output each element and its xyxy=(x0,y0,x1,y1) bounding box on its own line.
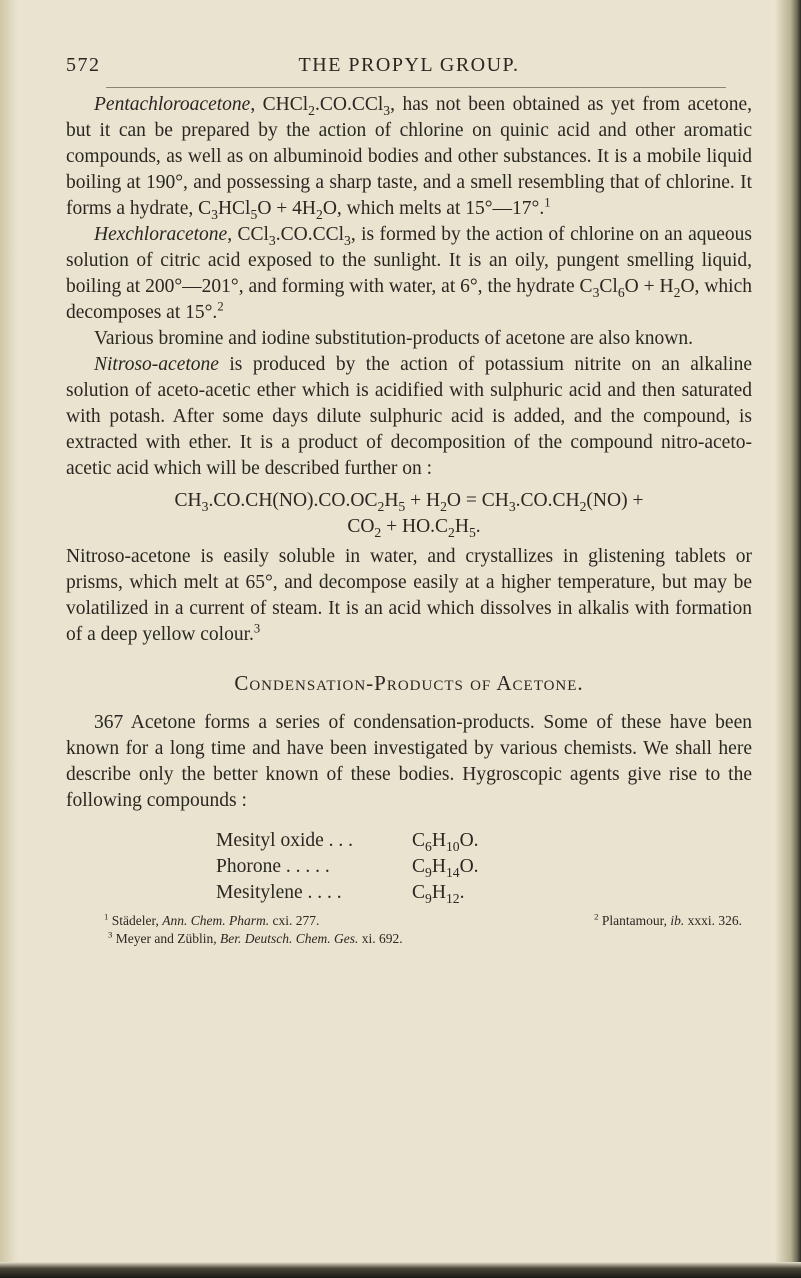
compound-formula: $C_6H_{10}O$. xyxy=(412,830,479,854)
compound-name: Phorone . . . . . xyxy=(216,856,330,877)
page-edge-left xyxy=(0,0,18,1278)
compound-formula: $C_9H_{14}O$. xyxy=(412,856,479,880)
paragraph-condensation: 367 Acetone forms a series of condensation-products. Some of these have been known for a long time and have been investigated by various chemists. We shall here describe only the better known of these bodies. Hygroscopic agents give rise to the following compounds : xyxy=(66,712,752,811)
paragraph-nitroso-properties: Nitroso-acetone is easily soluble in water, and crystallizes in glistening tablets or prisms, which melt at 65°, and decompose easily at a higher temperature, but may be volatilized in a current of steam. It is an acid which dissolves in alkalis with formation of a deep yellow colour.$^3$ xyxy=(66,546,752,645)
running-title: THE PROPYL GROUP. xyxy=(298,54,520,76)
equation: $CH_3.CO.CH(NO).CO.OC_2H_5 + H_2O = CH_3.CO.CH_2(NO)$ + $CO_2 + HO.C_2H_5$. xyxy=(174,490,644,540)
header-rule xyxy=(106,87,726,88)
footnote-2: $^2$ Plantamour, ib. xxxi. 326. xyxy=(594,911,742,928)
compound-row xyxy=(216,828,656,854)
paragraph-hexachloroacetone: Hexchloracetone, CCl$_3$.CO.CCl$_3$, is formed by the action of chlorine on an aqueous solution of citric acid exposed to the sunlight. It is an oily, pungent smelling liquid, boiling at 200°—201°, and forming with water, at 6°, the hydrate $C_3Cl_6O + H_2O$, which decomposes at 15°.$^2$ xyxy=(66,224,752,323)
compound-row xyxy=(216,854,656,880)
compound-list xyxy=(216,828,656,906)
footnotes xyxy=(66,912,752,948)
running-head xyxy=(66,54,752,78)
paragraph-bromine: Various bromine and iodine substitution-products of acetone are also known. xyxy=(94,328,693,349)
compound-name: Mesitylene . . . . xyxy=(216,882,342,903)
page-bottom-edge xyxy=(0,1262,801,1278)
compound-name: Mesityl oxide . . . xyxy=(216,830,354,851)
paragraph-number: 367 xyxy=(94,712,124,733)
compound-formula: $C_9H_{12}$. xyxy=(412,882,465,906)
footnote-1: $^1$ Städeler, Ann. Chem. Pharm. cxi. 277. xyxy=(104,911,320,928)
compound-row xyxy=(216,880,656,906)
paragraph-nitroso: Nitroso-acetone is produced by the action of potassium nitrite on an alkaline solution of aceto-acetic ether which is acidified with sulphuric acid and then saturated with potash. After some days dilute sulphuric acid is added, and the compound, is extracted with ether. It is a product of decomposition of the compound nitro-aceto-acetic acid which will be described further on : xyxy=(66,354,752,479)
body-text xyxy=(66,92,752,948)
section-heading: Condensation-Products of Acetone. xyxy=(234,671,584,695)
page-number: 572 xyxy=(66,54,101,76)
paragraph-pentachloroacetone: Pentachloroacetone, CHCl$_2$.CO.CCl$_3$, has not been obtained as yet from acetone, but it can be prepared by the action of chlorine on quinic acid and other aromatic compounds, as well as on albuminoid bodies and other substances. It is a mobile liquid boiling at 190°, and possessing a sharp taste, and a smell resembling that of chlorine. It forms a hydrate, $C_3HCl_5O + 4H_2O$, which melts at 15°—17°.$^1$ xyxy=(66,94,752,222)
page-edge-right xyxy=(775,0,801,1278)
footnote-3: $^3$ Meyer and Züblin, Ber. Deutsch. Chem. Ges. xi. 692. xyxy=(108,929,403,946)
